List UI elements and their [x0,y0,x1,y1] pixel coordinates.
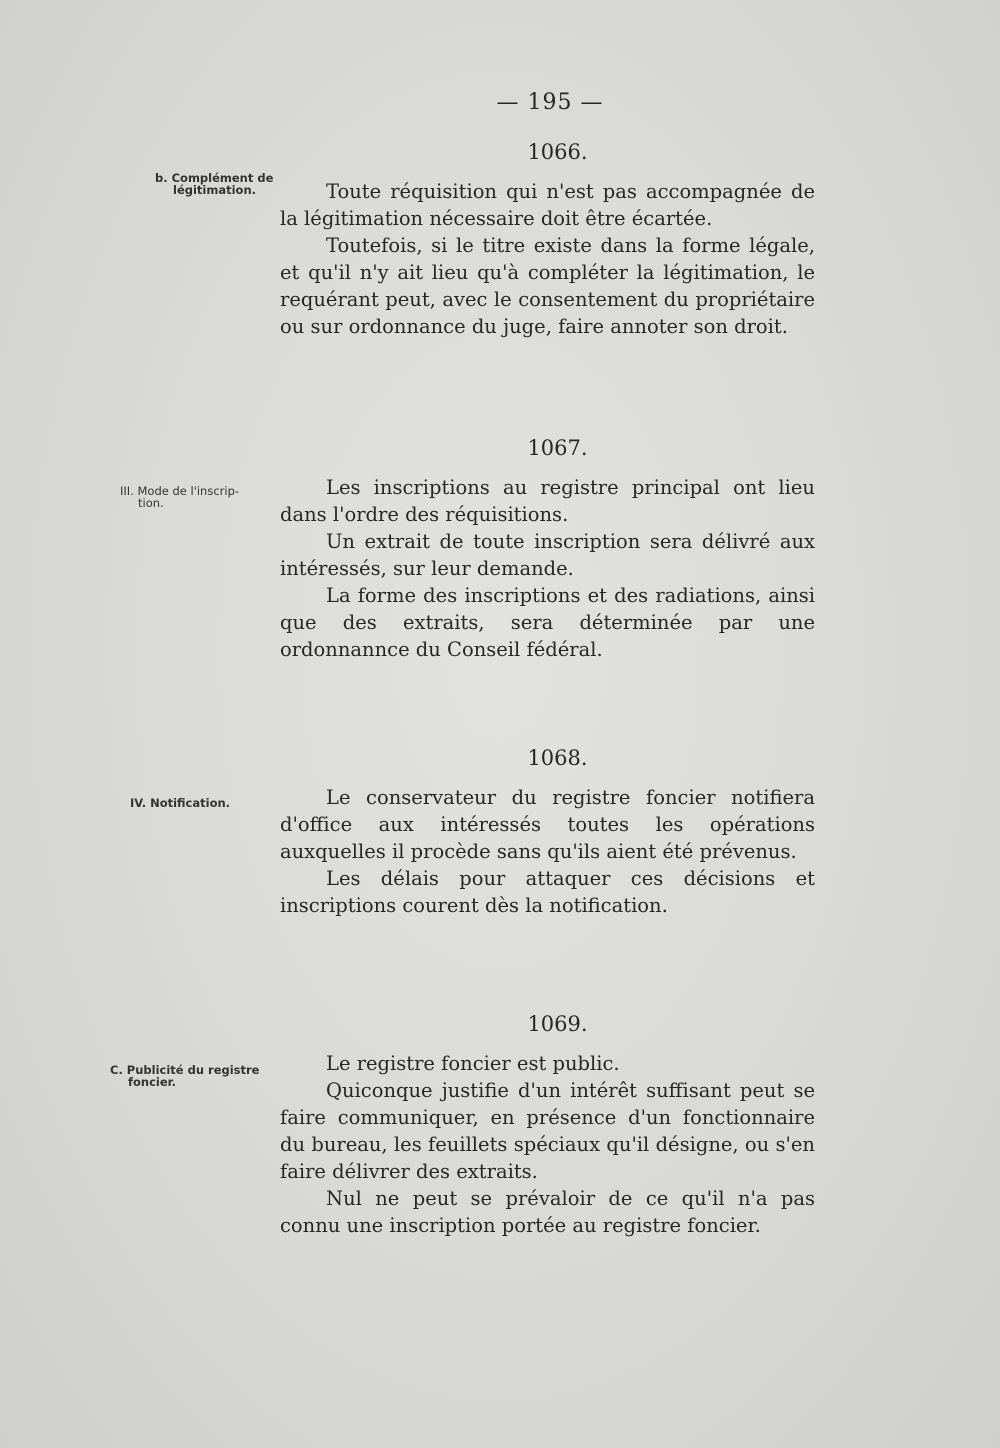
margin-note-1066 [155,172,273,196]
article-1066 [280,140,815,340]
margin-note-line: tion. [138,496,164,510]
article-paragraph: Le conservateur du registre foncier notifiera d'office aux intéressés toutes les opérations auxquelles il procède sans qu'ils aient été prévenus. [280,786,815,863]
article-number: 1068. [527,746,588,770]
margin-note-1068 [130,797,230,809]
margin-note-line: III. Mode de l'inscrip- [120,484,240,498]
article-number: 1066. [527,140,588,164]
article-1067 [280,436,815,663]
article-paragraph: La forme des inscriptions et des radiations, ainsi que des extraits, sera déterminée par une ordonnannce du Conseil fédéral. [280,584,815,661]
article-paragraph: Nul ne peut se prévaloir de ce qu'il n'a pas connu une inscription portée au registre foncier. [280,1187,815,1237]
article-paragraph: Un extrait de toute inscription sera délivré aux intéressés, sur leur demande. [280,530,815,580]
article-paragraph: Le registre foncier est public. [326,1052,620,1075]
article-paragraph: Toute réquisition qui n'est pas accompagnée de la légitimation nécessaire doit être écartée. [280,180,815,230]
page-number: — 195 — [496,90,604,115]
article-paragraph: Les délais pour attaquer ces décisions et inscriptions courent dès la notification. [280,867,815,917]
article-paragraph: Toutefois, si le titre existe dans la forme légale, et qu'il n'y ait lieu qu'à compléter la légitimation, le requérant peut, avec le consentement du propriétaire ou sur ordonnance du juge, faire annoter son droit. [280,234,815,338]
article-1069 [280,1012,815,1239]
margin-note-line: C. Publicité du registre [110,1063,260,1077]
margin-note-1069 [110,1064,259,1088]
margin-note-line: b. Complément de [155,171,274,185]
margin-note-line: légitimation. [173,183,256,197]
article-number: 1067. [527,436,588,460]
margin-note-line: foncier. [128,1075,177,1089]
margin-note-line: IV. Notification. [130,796,231,810]
article-number: 1069. [527,1012,588,1036]
article-paragraph: Les inscriptions au registre principal ont lieu dans l'ordre des réquisitions. [280,476,815,526]
article-1068 [280,746,815,919]
article-paragraph: Quiconque justifie d'un intérêt suffisant peut se faire communiquer, en présence d'un fonctionnaire du bureau, les feuillets spéciaux qu'il désigne, ou s'en faire délivrer des extraits. [280,1079,815,1183]
margin-note-1067 [120,485,239,509]
